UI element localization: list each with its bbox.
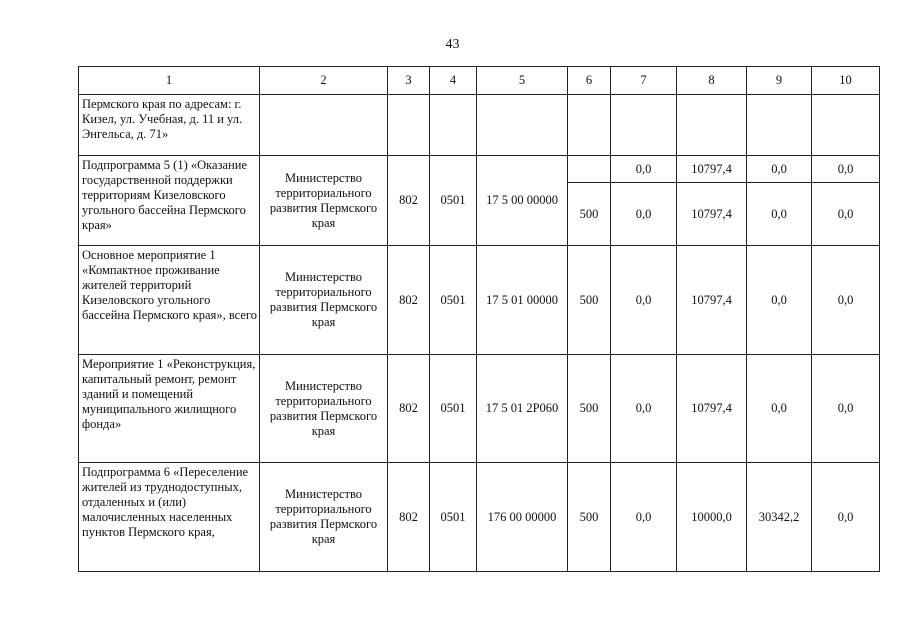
row-name: Подпрограмма 6 «Переселение жителей из труднодоступных, отдаленных и (или) малочисленных населенных пунктов Пермского края, (79, 463, 260, 572)
table-cell: 0,0 (747, 355, 812, 463)
table-row (79, 156, 880, 183)
page-number: 43 (445, 37, 460, 52)
table-cell (812, 95, 880, 156)
header-cell: 2 (260, 67, 388, 95)
table-row (79, 246, 880, 355)
table-cell: 10797,4 (677, 355, 747, 463)
table-cell: 0,0 (747, 183, 812, 246)
table-cell: 0,0 (611, 183, 677, 246)
table-cell: 10797,4 (677, 246, 747, 355)
table-cell (430, 95, 477, 156)
table-cell: 0,0 (611, 246, 677, 355)
header-cell: 6 (568, 67, 611, 95)
header-cell: 8 (677, 67, 747, 95)
table-cell: 0,0 (611, 463, 677, 572)
table-cell: 802 (388, 355, 430, 463)
table-cell (747, 95, 812, 156)
table-cell: 500 (568, 463, 611, 572)
table-cell: 0501 (430, 463, 477, 572)
table-cell: 176 00 00000 (477, 463, 568, 572)
table-cell: 0,0 (747, 156, 812, 183)
ministry-cell: Министерство территориального развития Пермского края (260, 355, 388, 463)
table-cell: 17 5 01 2P060 (477, 355, 568, 463)
table-row (79, 355, 880, 463)
table-cell: 10000,0 (677, 463, 747, 572)
header-cell: 5 (477, 67, 568, 95)
header-row (79, 67, 880, 95)
table-cell (677, 95, 747, 156)
table-cell: 0,0 (812, 156, 880, 183)
table-cell: 0,0 (812, 355, 880, 463)
row-name: Мероприятие 1 «Реконструкция, капитальный ремонт, ремонт зданий и помещений муниципального жилищного фонда» (79, 355, 260, 463)
table-cell: 500 (568, 246, 611, 355)
header-cell: 7 (611, 67, 677, 95)
table-cell: 0,0 (611, 156, 677, 183)
table-cell: 802 (388, 246, 430, 355)
table-cell (477, 95, 568, 156)
table-cell: 500 (568, 355, 611, 463)
header-cell: 10 (812, 67, 880, 95)
table-cell (388, 95, 430, 156)
table-cell: 0,0 (812, 246, 880, 355)
row-name: Основное мероприятие 1 «Компактное проживание жителей территорий Кизеловского угольного бассейна Пермского края», всего (79, 246, 260, 355)
table-cell: 802 (388, 156, 430, 246)
table-cell: 30342,2 (747, 463, 812, 572)
header-cell: 9 (747, 67, 812, 95)
table-cell: 10797,4 (677, 156, 747, 183)
table-cell (260, 95, 388, 156)
table-cell (568, 156, 611, 183)
row-name: Подпрограмма 5 (1) «Оказание государственной поддержки территориям Кизеловского угольного бассейна Пермского края» (79, 156, 260, 246)
table-cell: 0,0 (611, 355, 677, 463)
ministry-cell: Министерство территориального развития Пермского края (260, 156, 388, 246)
header-cell: 3 (388, 67, 430, 95)
table-cell: 802 (388, 463, 430, 572)
table-cell (611, 95, 677, 156)
table-cell: 0,0 (747, 246, 812, 355)
ministry-cell: Министерство территориального развития Пермского края (260, 246, 388, 355)
table-cell: 0,0 (812, 183, 880, 246)
ministry-cell: Министерство территориального развития Пермского края (260, 463, 388, 572)
header-cell: 1 (79, 67, 260, 95)
table-cell: 0,0 (812, 463, 880, 572)
table-cell: 0501 (430, 246, 477, 355)
table-row (79, 95, 880, 156)
table-cell: 17 5 01 00000 (477, 246, 568, 355)
table-cell: 17 5 00 00000 (477, 156, 568, 246)
table-cell: 500 (568, 183, 611, 246)
header-cell: 4 (430, 67, 477, 95)
table-cell: 10797,4 (677, 183, 747, 246)
table-cell: 0501 (430, 355, 477, 463)
table-row (79, 463, 880, 572)
row-name: Пермского края по адресам: г. Кизел, ул. Учебная, д. 11 и ул. Энгельса, д. 71» (79, 95, 260, 156)
budget-table (78, 66, 880, 572)
table-cell: 0501 (430, 156, 477, 246)
table-cell (568, 95, 611, 156)
